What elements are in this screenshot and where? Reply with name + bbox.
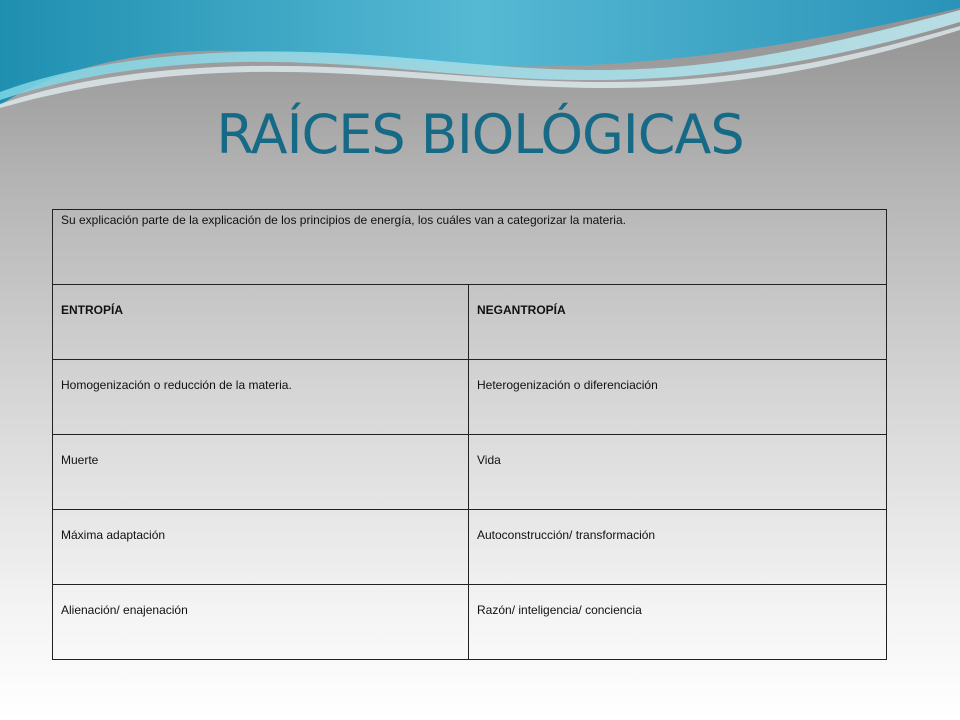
table-cell: Razón/ inteligencia/ conciencia [469, 585, 887, 660]
table-cell: Autoconstrucción/ transformación [469, 510, 887, 585]
table-cell: Muerte [53, 435, 469, 510]
table-cell: Homogenización o reducción de la materia. [53, 360, 469, 435]
table-cell: Alienación/ enajenación [53, 585, 469, 660]
table-row [53, 360, 887, 435]
table-row [53, 585, 887, 660]
table-header-row [53, 285, 887, 360]
slide-title: RAÍCES BIOLÓGICAS [216, 103, 744, 166]
column-header-entropia: ENTROPÍA [53, 285, 469, 360]
table-row [53, 510, 887, 585]
table-cell: Heterogenización o diferenciación [469, 360, 887, 435]
comparison-table [52, 209, 887, 660]
column-header-negantropia: NEGANTROPÍA [469, 285, 887, 360]
intro-cell: Su explicación parte de la explicación de los principios de energía, los cuáles van a categorizar la materia. [53, 210, 887, 285]
table-intro-row [53, 210, 887, 285]
table-cell: Máxima adaptación [53, 510, 469, 585]
table-row [53, 435, 887, 510]
table-cell: Vida [469, 435, 887, 510]
